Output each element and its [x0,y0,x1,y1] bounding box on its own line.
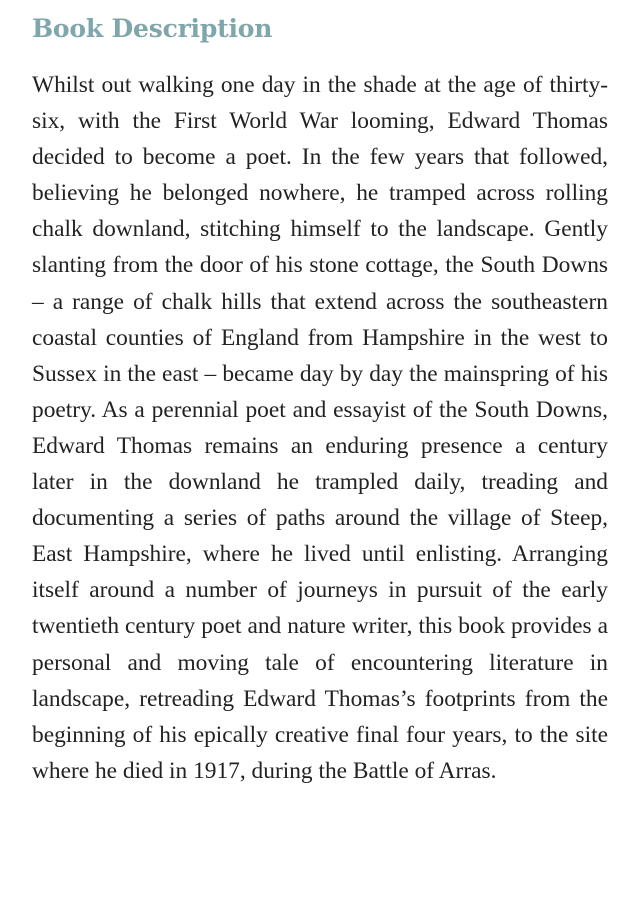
book-description-section [32,0,608,789]
section-heading: Book Description [32,14,273,43]
description-paragraph: Whilst out walking one day in the shade at the age of thirty-six, with the First World War looming, Edward Thomas decided to become a poet. In the few years that followed, believing he belonged nowhere, he tramped across rolling chalk downland, stitching himself to the landscape. Gently slanting from the door of his stone cottage, the South Downs – a range of chalk hills that extend across the southeastern coastal counties of England from Hampshire in the west to Sussex in the east – became day by day the mainspring of his poetry. As a perennial poet and essayist of the South Downs, Edward Thomas remains an enduring presence a century later in the downland he trampled daily, treading and documenting a series of paths around the village of Steep, East Hampshire, where he lived until enlisting. Arranging itself around a number of journeys in pursuit of the early twentieth century poet and nature writer, this book provides a personal and moving tale of encountering literature in landscape, retreading Edward Thomas’s footprints from the beginning of his epically creative final four years, to the site where he died in 1917, during the Battle of Arras. [32,72,608,784]
